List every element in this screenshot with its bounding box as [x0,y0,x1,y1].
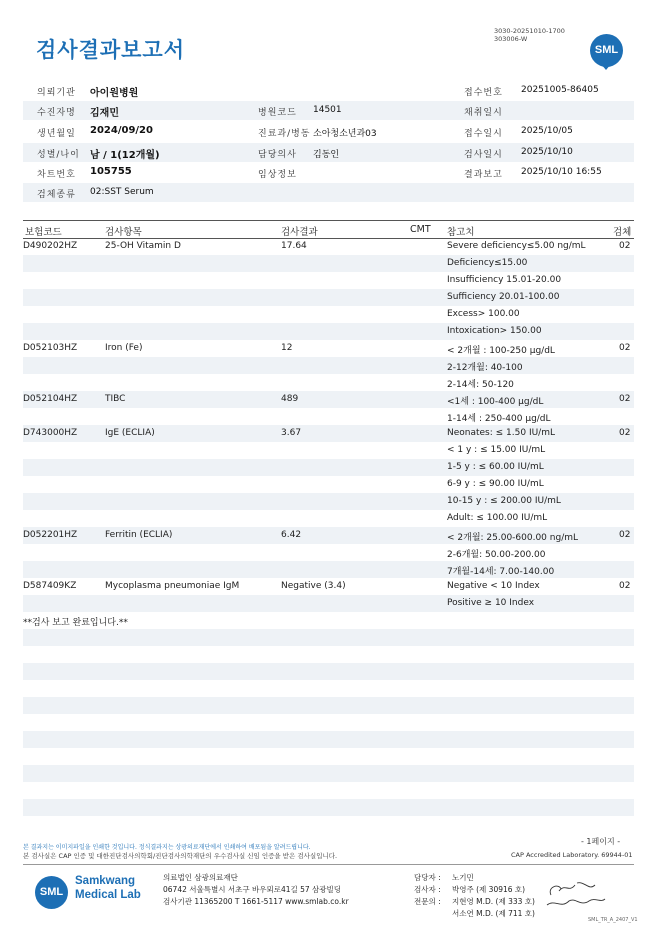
staff-label-manager: 담당자 : [414,873,441,882]
institution-contact: 검사기관 11365200 T 1661-5117 www.smlab.co.kr [163,897,349,906]
image-print-notice: 본 결과지는 이미지파일을 인쇄한 것입니다. 정식결과지는 상광의료재단에서 인쇄하여 배포됨을 알려드립니다. [23,844,311,851]
cell-insurance-code: D052104HZ [23,394,78,404]
empty-table-row [23,646,634,663]
header-label: 병원코드 [258,108,297,118]
sml-footer-logo-icon: SML [35,876,68,909]
staff-specialist-1: 지현영 M.D. (제 333 호) [452,897,535,906]
header-label: 접수일시 [464,129,503,139]
cell-insurance-code: D587409KZ [23,581,77,591]
table-row [23,459,634,476]
table-row [23,442,634,459]
cell-result: 12 [281,343,293,353]
table-row [23,527,634,544]
cell-reference: Insufficiency 15.01-20.00 [447,275,562,285]
table-row [23,425,634,442]
company-name [75,874,141,902]
empty-table-row [23,714,634,731]
cell-reference: Excess> 100.00 [447,309,520,319]
footer-divider [23,864,634,865]
header-value: 김동인 [313,150,340,160]
institution-address: 06742 서울특별시 서초구 바우뫼로41길 57 삼광빌딩 [163,885,342,894]
cell-test-item: Mycoplasma pneumoniae IgM [105,581,240,591]
col-insurance-code: 보험코드 [25,227,62,238]
cell-specimen: 02 [619,428,631,438]
report-title: 검사결과보고서 [36,38,186,62]
header-row [23,81,634,100]
header-row [23,143,634,162]
institution-info [163,872,349,908]
table-row [23,340,634,357]
empty-table-row [23,663,634,680]
cell-reference: 1-14세 : 250-400 μg/dL [447,414,551,424]
empty-table-row [23,629,634,646]
header-label: 검사일시 [464,150,503,160]
header-value: 2025/10/05 [521,126,573,136]
staff-info [414,872,535,920]
table-row [23,323,634,340]
institution-name: 의료법인 삼광의료재단 [163,873,238,882]
staff-label-specialist: 전문의 : [414,897,441,906]
company-name-line-2: Medical Lab [75,889,141,901]
table-row [23,510,634,527]
cell-reference: 2-6개월: 50.00-200.00 [447,550,546,560]
accreditation-notice: 본 검사실은 CAP 인증 및 대한진단검사의학회/진단검사의학재단의 우수검사실 신임 인증을 받은 검사실입니다. [23,852,338,860]
empty-table-row [23,680,634,697]
table-row [23,289,634,306]
table-row [23,612,634,629]
header-value: 아이원병원 [90,88,139,99]
header-value: 105755 [90,166,132,177]
cell-reference: Negative < 10 Index [447,581,540,591]
table-row [23,476,634,493]
header-row [23,163,634,182]
cell-reference: Positive ≥ 10 Index [447,598,535,608]
empty-table-row [23,731,634,748]
cell-reference: Severe deficiency≤5.00 ng/mL [447,241,586,251]
header-label: 접수번호 [464,88,503,98]
header-label: 수진자명 [37,108,76,118]
cell-reference: <1세 : 100-400 μg/dL [447,397,544,407]
sml-logo-icon: SML [590,34,623,67]
table-row [23,255,634,272]
cell-insurance-code: D052103HZ [23,343,78,353]
header-label: 검체종류 [37,190,76,200]
cell-specimen: 02 [619,581,631,591]
cell-specimen: 02 [619,530,631,540]
col-reference: 참고치 [447,227,475,238]
results-table-header [23,220,634,239]
cell-reference: 2-14세: 50-120 [447,380,514,390]
header-row [23,122,634,141]
handwritten-signature-icon [545,879,607,913]
header-value: 소아청소년과03 [313,129,377,139]
empty-table-row [23,697,634,714]
header-value: 김재민 [90,108,119,119]
cell-reference: Adult: ≤ 100.00 IU/mL [447,513,548,523]
document-id [494,27,565,43]
cell-test-item: IgE (ECLIA) [105,428,155,438]
header-label: 생년월일 [37,129,76,139]
header-label: 담당의사 [258,150,297,160]
empty-table-row [23,748,634,765]
cell-result: 17.64 [281,241,307,251]
cell-result: 489 [281,394,299,404]
table-row [23,595,634,612]
cell-reference: 6-9 y : ≤ 90.00 IU/mL [447,479,544,489]
staff-specialist-2: 서소연 M.D. (제 711 호) [452,909,535,918]
col-cmt: CMT [410,224,431,235]
document-id-line-2: 303006-W [494,35,528,43]
cell-reference: < 2개월: 25.00-600.00 ng/mL [447,533,579,543]
cell-result: 3.67 [281,428,302,438]
cell-test-item: TIBC [105,394,126,404]
cell-specimen: 02 [619,241,631,251]
table-row [23,408,634,425]
company-name-line-1: Samkwang [75,875,136,887]
header-label: 결과보고 [464,170,503,180]
cell-insurance-code: **검사 보고 완료입니다.** [23,618,128,628]
form-code: SML_TR_A_2407_V1 [588,917,638,923]
cell-reference: 1-5 y : ≤ 60.00 IU/mL [447,462,544,472]
header-label: 성별/나이 [37,150,80,160]
col-result: 검사결과 [281,227,318,238]
staff-tester: 박영주 (제 30916 호) [452,885,526,894]
cell-reference: 10-15 y : ≤ 200.00 IU/mL [447,496,561,506]
header-label: 채취일시 [464,108,503,118]
cell-reference: Neonates: ≤ 1.50 IU/mL [447,428,555,438]
cell-reference: 2-12개월: 40-100 [447,363,523,373]
table-row [23,374,634,391]
cap-accreditation: CAP Accredited Laboratory. 69944-01 [511,851,633,859]
table-row [23,306,634,323]
header-value: 20251005-86405 [521,85,599,95]
table-row [23,544,634,561]
empty-table-row [23,799,634,816]
table-row [23,561,634,578]
cell-reference: < 1 y : ≤ 15.00 IU/mL [447,445,546,455]
header-row [23,183,634,202]
table-row [23,391,634,408]
cell-test-item: 25-OH Vitamin D [105,241,181,251]
header-label: 차트번호 [37,170,76,180]
cell-test-item: Iron (Fe) [105,343,143,353]
table-row [23,493,634,510]
table-row [23,357,634,374]
staff-manager: 노기민 [452,873,474,882]
header-value: 2025/10/10 [521,147,573,157]
cell-insurance-code: D052201HZ [23,530,78,540]
col-test-item: 검사항목 [105,227,142,238]
cell-reference: Deficiency≤15.00 [447,258,528,268]
header-value: 02:SST Serum [90,187,154,197]
table-row [23,238,634,255]
header-value: 2024/09/20 [90,125,153,136]
header-row [23,101,634,120]
header-value: 14501 [313,105,342,115]
staff-label-tester: 검사자 : [414,885,441,894]
header-label: 의뢰기관 [37,88,76,98]
cell-reference: 7개월-14세: 7.00-140.00 [447,567,555,577]
cell-result: 6.42 [281,530,302,540]
cell-specimen: 02 [619,343,631,353]
header-label: 임상정보 [258,170,297,180]
cell-reference: < 2개월 : 100-250 μg/dL [447,346,555,356]
logo-tail-shape [601,64,611,70]
cell-insurance-code: D490202HZ [23,241,78,251]
document-id-line-1: 3030-20251010-1700 [494,27,565,35]
cell-specimen: 02 [619,394,631,404]
header-value: 남 / 1(12개월) [90,150,160,161]
page-number: - 1페이지 - [581,837,621,846]
cell-test-item: Ferritin (ECLIA) [105,530,173,540]
table-row [23,578,634,595]
col-specimen: 검체 [613,227,632,238]
header-label: 진료과/병동 [258,129,311,139]
cell-insurance-code: D743000HZ [23,428,78,438]
empty-table-row [23,782,634,799]
cell-reference: Sufficiency 20.01-100.00 [447,292,560,302]
table-row [23,272,634,289]
cell-reference: Intoxication> 150.00 [447,326,542,336]
header-value: 2025/10/10 16:55 [521,167,602,177]
cell-result: Negative (3.4) [281,581,346,591]
empty-table-row [23,765,634,782]
